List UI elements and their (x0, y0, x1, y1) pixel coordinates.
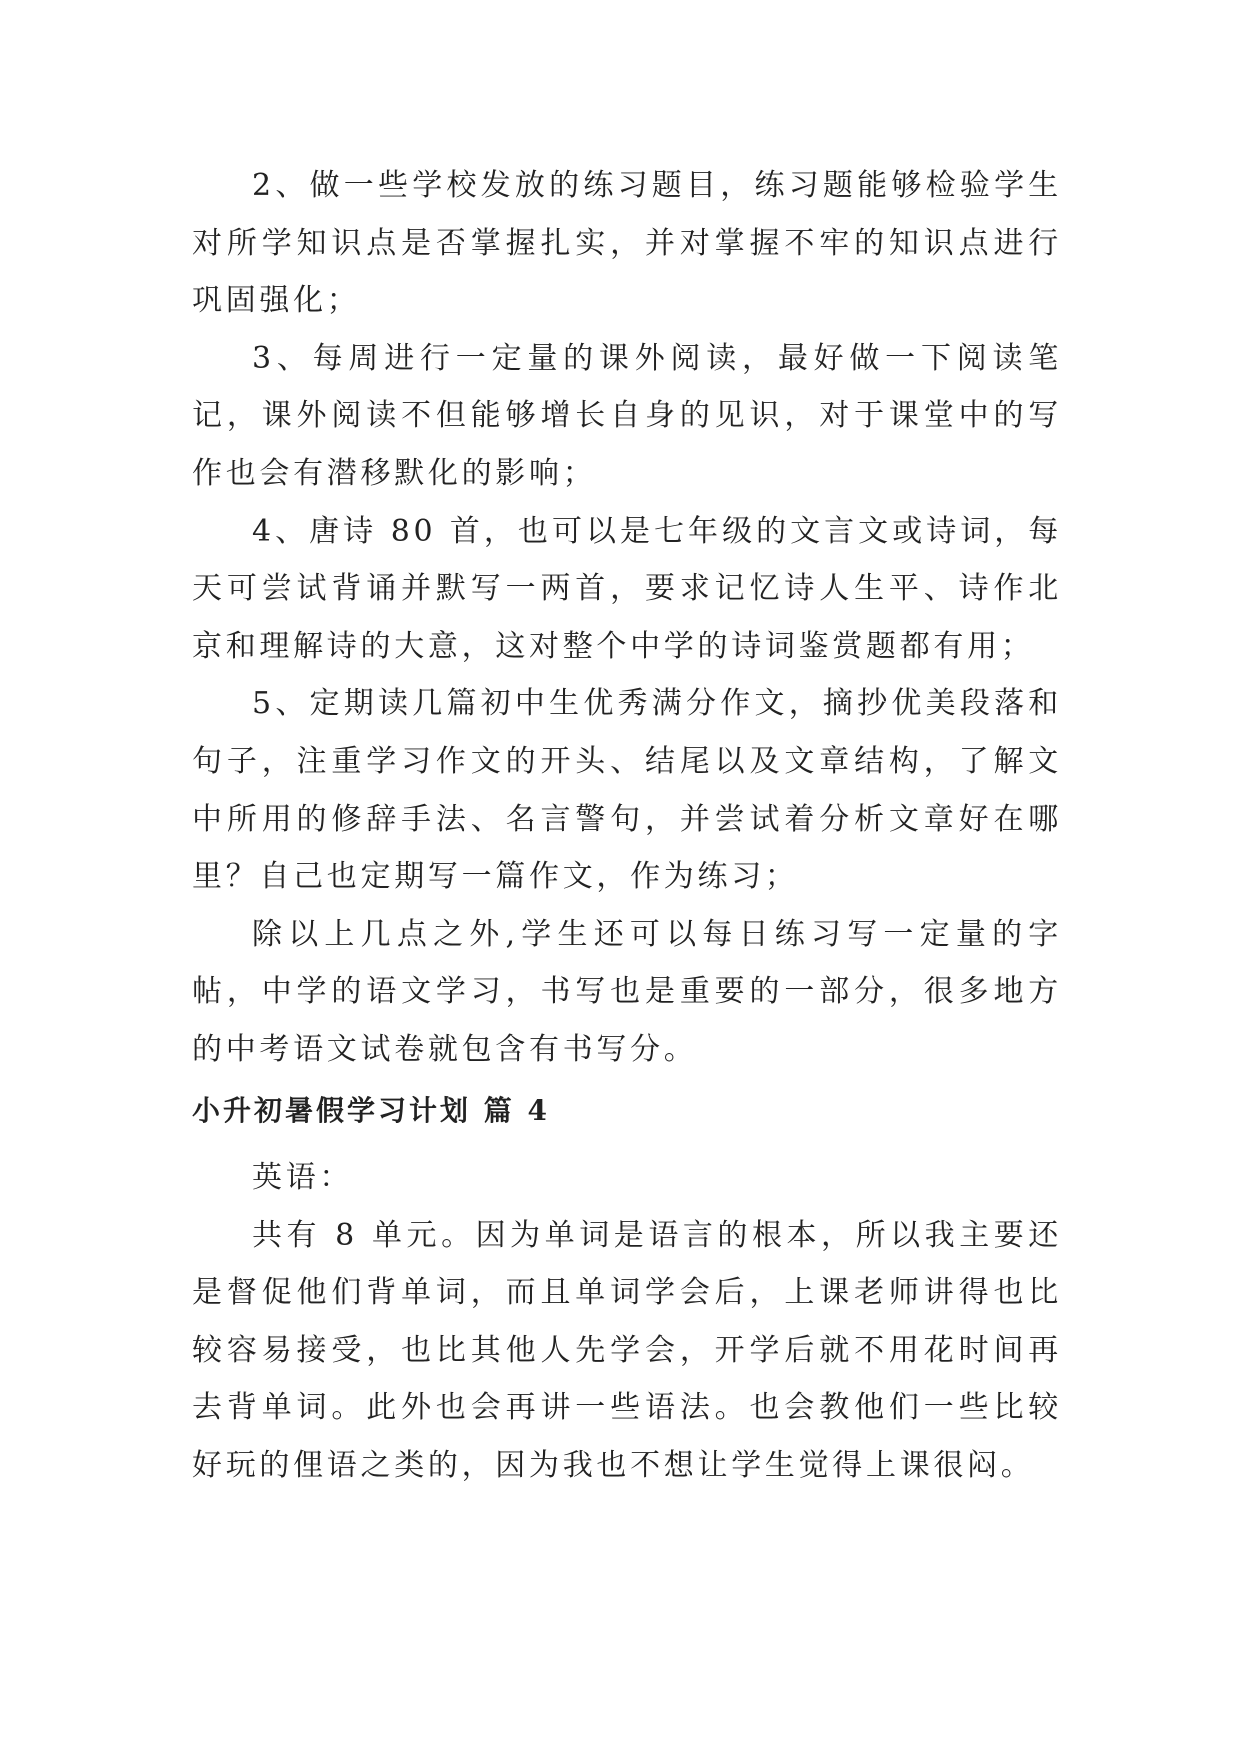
english-paragraph: 共有 8 单元。因为单词是语言的根本，所以我主要还是督促他们背单词，而且单词学会后，上课老师讲得也比较容易接受，也比其他人先学会，开学后就不用花时间再去背单词。此外也会再讲一些语法。也会教他们一些比较好玩的俚语之类的，因为我也不想让学生觉得上课很闷。 (192, 1217, 1062, 1483)
tip-paragraph-5: 5、定期读几篇初中生优秀满分作文，摘抄优美段落和句子，注重学习作文的开头、结尾以及文章结构，了解文中所用的修辞手法、名言警句，并尝试着分析文章好在哪里？自己也定期写一篇作文，作为练习； (192, 686, 1062, 895)
english-subheading: 英语： (252, 1160, 354, 1195)
english-plan-section (192, 1149, 1062, 1495)
summary-paragraph: 除以上几点之外,学生还可以每日练习写一定量的字帖，中学的语文学习，书写也是重要的一部分，很多地方的中考语文试卷就包含有书写分。 (192, 916, 1062, 1067)
tip-paragraph-2: 2、做一些学校发放的练习题目，练习题能够检验学生对所学知识点是否掌握扎实，并对掌握不牢的知识点进行巩固强化； (192, 168, 1062, 319)
tip-paragraph-3: 3、每周进行一定量的课外阅读，最好做一下阅读笔记，课外阅读不但能够增长自身的见识，对于课堂中的写作也会有潜移默化的影响； (192, 340, 1062, 491)
study-tips-section (192, 157, 1062, 1079)
tip-paragraph-4: 4、唐诗 80 首，也可以是七年级的文言文或诗词，每天可尝试背诵并默写一两首，要求记忆诗人生平、诗作北京和理解诗的大意，这对整个中学的诗词鉴赏题都有用； (192, 513, 1062, 664)
section-heading: 小升初暑假学习计划 篇 4 (192, 1094, 550, 1127)
